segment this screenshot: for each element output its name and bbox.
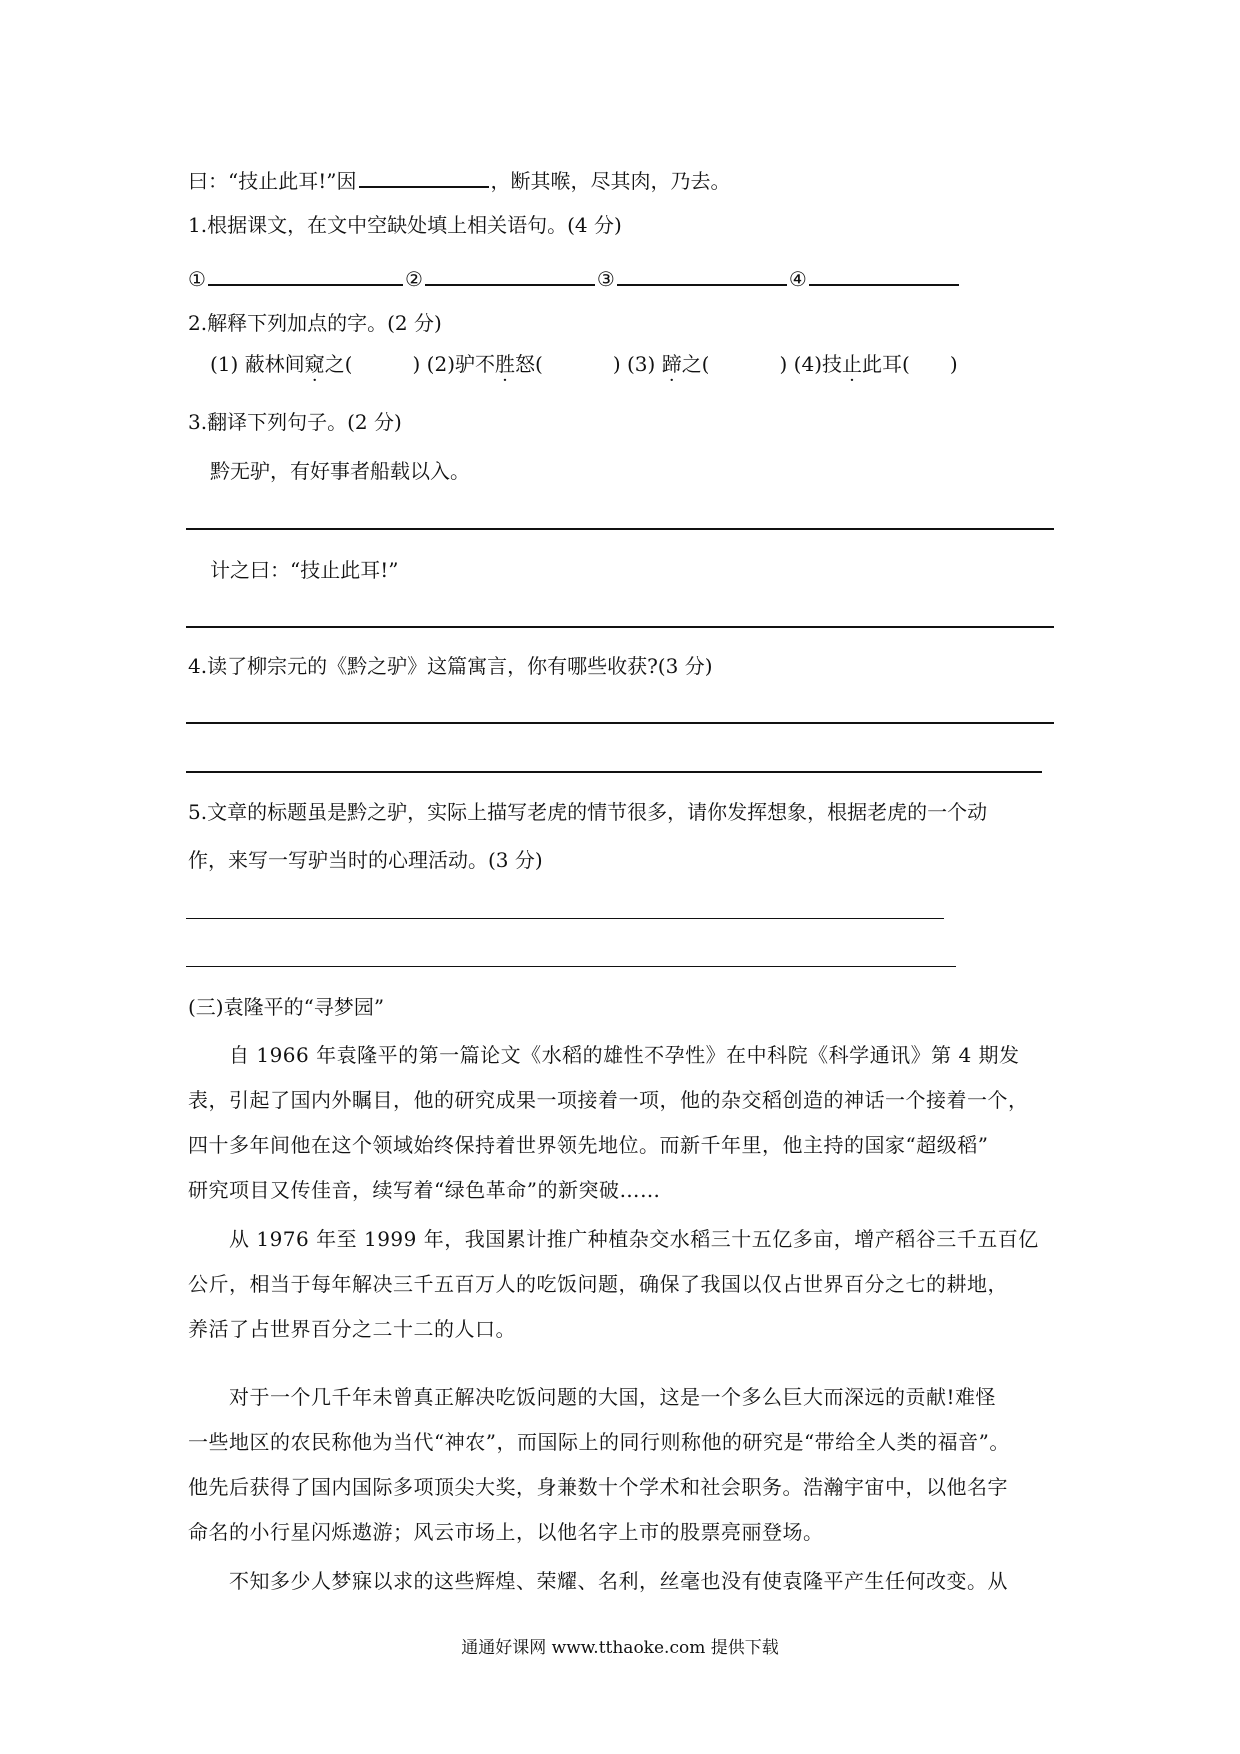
text-line: 从 1976 年至 1999 年，我国累计推广种植杂交水稻三十五亿多亩，增产稻谷三千五百亿 bbox=[188, 1227, 1039, 1251]
text-line: 一些地区的农民称他为当代“神农”，而国际上的同行则称他的研究是“带给全人类的福音”。 bbox=[188, 1430, 1010, 1454]
question-3: 3.翻译下列句子。(2 分) bbox=[188, 410, 402, 434]
text-line: 命名的小行星闪烁遨游；风云市场上，以他名字上市的股票亮丽登场。 bbox=[188, 1520, 824, 1544]
q2-item-4: (4)技止此耳( ) bbox=[793, 352, 958, 376]
question-5-line-2: 作，来写一写驴当时的心理活动。(3 分) bbox=[188, 848, 543, 872]
paragraph-3 bbox=[188, 1382, 1058, 1562]
q2-item-2: (2)驴不胜怒( ) bbox=[426, 352, 621, 376]
text-line: 他先后获得了国内国际多项顶尖大奖，身兼数十个学术和社会职务。浩瀚宇宙中，以他名字 bbox=[188, 1475, 1008, 1499]
answer-line[interactable] bbox=[186, 771, 1042, 773]
text-line: 公斤，相当于每年解决三千五百万人的吃饭问题，确保了我国以仅占世界百分之七的耕地， bbox=[188, 1272, 1008, 1296]
blank-line[interactable] bbox=[359, 166, 489, 188]
blank-2[interactable] bbox=[425, 264, 595, 286]
blank-marker-3: ③ bbox=[596, 267, 615, 291]
text-line: 表，引起了国内外瞩目，他的研究成果一项接着一项，他的杂交稻创造的神话一个接着一个， bbox=[188, 1088, 1029, 1112]
paragraph-1 bbox=[188, 1040, 1058, 1220]
answer-line[interactable] bbox=[186, 626, 1054, 628]
blank-4[interactable] bbox=[809, 264, 959, 286]
q3-sentence-2: 计之曰：“技止此耳!” bbox=[210, 558, 399, 582]
q3-sentence-1: 黔无驴，有好事者船载以入。 bbox=[210, 459, 470, 483]
question-2-items bbox=[210, 354, 958, 374]
paragraph-4 bbox=[188, 1566, 1058, 1611]
blank-1[interactable] bbox=[208, 264, 403, 286]
answer-line[interactable] bbox=[186, 722, 1054, 724]
blank-marker-4: ④ bbox=[788, 267, 807, 291]
q2-item-3: (3) 蹄之( ) bbox=[627, 352, 788, 376]
text-line: 研究项目又传佳音，续写着“绿色革命”的新突破…… bbox=[188, 1178, 661, 1202]
question-1: 1.根据课文，在文中空缺处填上相关语句。(4 分) bbox=[188, 213, 622, 237]
text-line: 四十多年间他在这个领域始终保持着世界领先地位。而新千年里，他主持的国家“超级稻” bbox=[188, 1133, 989, 1157]
page-footer: 通通好课网 www.tthaoke.com 提供下载 bbox=[461, 1638, 779, 1658]
text-line: 养活了占世界百分之二十二的人口。 bbox=[188, 1317, 516, 1341]
question-2: 2.解释下列加点的字。(2 分) bbox=[188, 311, 442, 335]
line-post: ，断其喉，尽其肉，乃去。 bbox=[490, 169, 731, 193]
text-line: 对于一个几千年未曾真正解决吃饭问题的大国，这是一个多么巨大而深远的贡献!难怪 bbox=[188, 1385, 997, 1409]
text-line: 自 1966 年袁隆平的第一篇论文《水稻的雄性不孕性》在中科院《科学通讯》第 4 期发 bbox=[188, 1043, 1020, 1067]
text-line: 不知多少人梦寐以求的这些辉煌、荣耀、名利，丝毫也没有使袁隆平产生任何改变。从 bbox=[188, 1569, 1008, 1593]
blank-3[interactable] bbox=[617, 264, 787, 286]
q2-item-1: (1) 蔽林间窥之( ) bbox=[210, 352, 421, 376]
blank-marker-1: ① bbox=[188, 267, 206, 291]
fill-in-blanks-row bbox=[188, 264, 961, 289]
continuation-line bbox=[188, 166, 731, 191]
question-4: 4.读了柳宗元的《黔之驴》这篇寓言，你有哪些收获?(3 分) bbox=[188, 654, 713, 678]
line-pre: 曰：“技止此耳!”因 bbox=[188, 169, 357, 193]
answer-line[interactable] bbox=[186, 918, 944, 919]
paragraph-2 bbox=[188, 1224, 1058, 1359]
section-heading: (三)袁隆平的“寻梦园” bbox=[188, 995, 385, 1019]
answer-line[interactable] bbox=[186, 528, 1054, 530]
answer-line[interactable] bbox=[186, 966, 956, 967]
blank-marker-2: ② bbox=[404, 267, 423, 291]
question-5-line-1: 5.文章的标题虽是黔之驴，实际上描写老虎的情节很多，请你发挥想象，根据老虎的一个动 bbox=[188, 800, 988, 824]
